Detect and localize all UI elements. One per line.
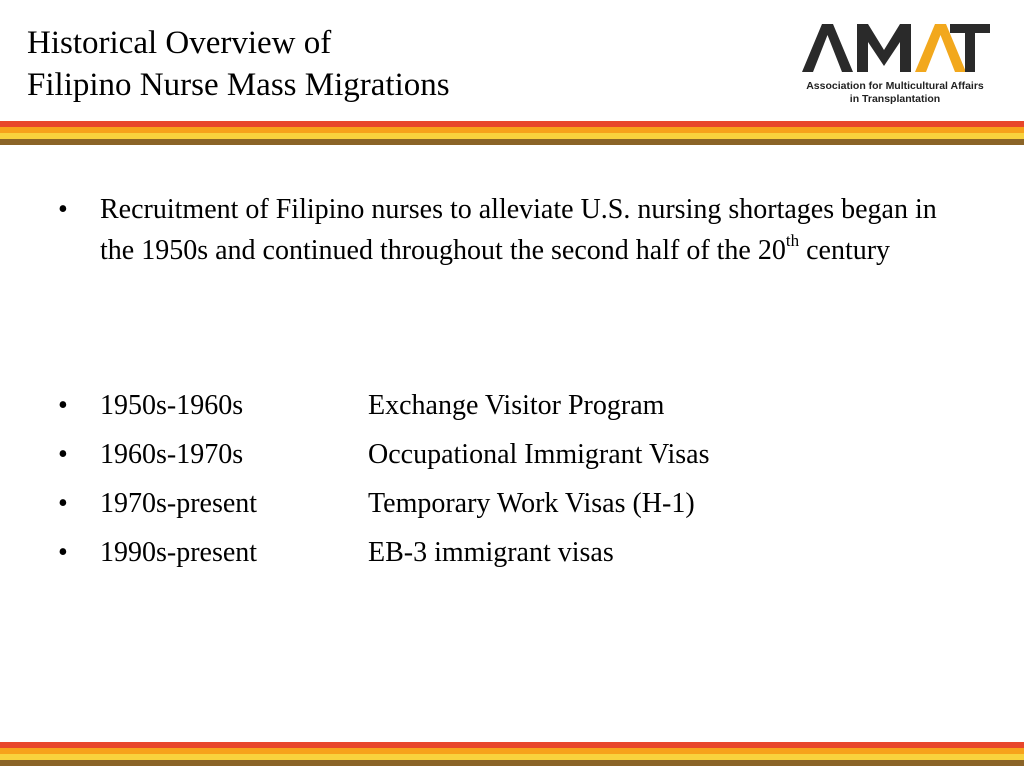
header-stripes [0, 121, 1024, 145]
list-item [58, 381, 958, 430]
timeline-program: Temporary Work Visas (H-1) [368, 488, 695, 519]
bullet-icon: • [58, 194, 68, 225]
stripe-brown [0, 760, 1024, 766]
timeline-period: 1950s-1960s [100, 390, 244, 421]
stripe-brown [0, 139, 1024, 145]
bullet-icon: • [58, 488, 68, 519]
intro-superscript: th [785, 231, 800, 251]
timeline-program: Occupational Immigrant Visas [368, 439, 710, 470]
timeline-period: 1990s-present [100, 537, 258, 568]
timeline-period: 1970s-present [100, 488, 258, 519]
footer-stripes [0, 742, 1024, 766]
logo-subtitle-line-2: in Transplantation [849, 93, 941, 105]
list-item [58, 479, 958, 528]
slide-title-line-1: Historical Overview of [27, 25, 332, 61]
bullet-icon: • [58, 390, 68, 421]
timeline-program: EB-3 immigrant visas [368, 537, 614, 568]
list-item [58, 528, 958, 577]
logo-subtitle-line-1: Association for Multicultural Affairs [806, 80, 984, 92]
list-item [58, 430, 958, 479]
intro-text-end: century [799, 234, 891, 266]
amat-logo-subtitle [800, 80, 990, 106]
slide-title [27, 22, 450, 106]
slide-body [58, 190, 958, 577]
timeline-period: 1960s-1970s [100, 439, 244, 470]
timeline-list [58, 381, 958, 577]
intro-text: Recruitment of Filipino nurses to alleviate U.S. nursing shortages began in the 1950s and continued throughout the second half of the 20 [100, 194, 937, 266]
timeline-program: Exchange Visitor Program [368, 390, 665, 421]
bullet-icon: • [58, 537, 68, 568]
amat-logo [800, 22, 1000, 112]
amat-logo-mark [800, 22, 990, 74]
slide-title-line-2: Filipino Nurse Mass Migrations [27, 67, 450, 103]
intro-bullet [58, 190, 958, 271]
bullet-icon: • [58, 439, 68, 470]
